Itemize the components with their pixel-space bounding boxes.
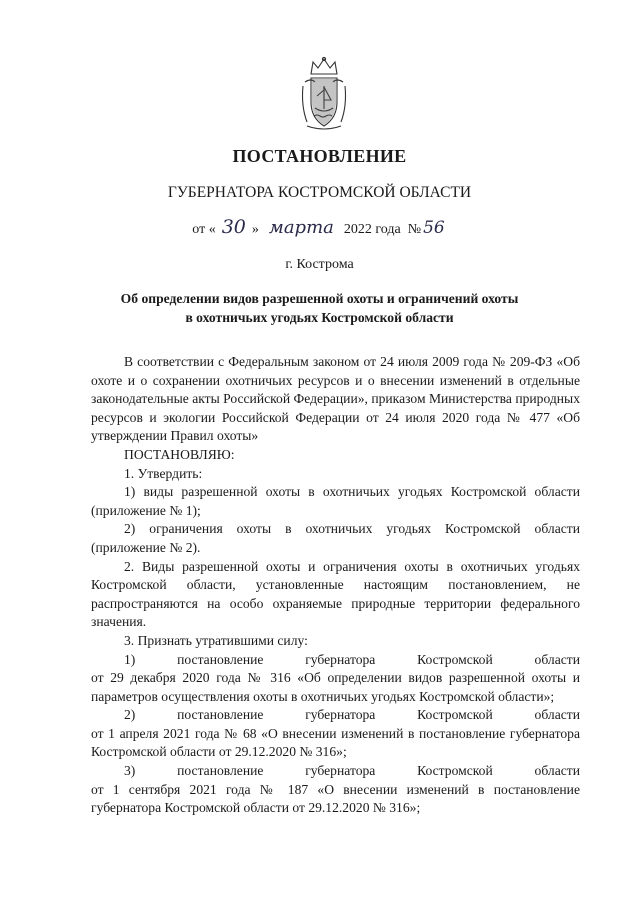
issuer-title: ГУБЕРНАТОРА КОСТРОМСКОЙ ОБЛАСТИ [167,184,472,201]
date-quote-close: » [251,222,259,237]
item-1-1: 1) виды разрешенной охоты в охотничьих угодьях Костромской области (приложение № 1); [91,484,580,518]
item-3-2-lead: 2) постановление губернатора Костромской области [124,707,580,723]
heading-line-2: в охотничьих угодьях Костромской области [185,310,454,325]
date-prefix: от « [192,222,216,237]
item-2: 2. Виды разрешенной охоты и ограничения охоты в охотничьих угодьях Костромской области, установленные настоящим постановлением, не распространяются на особо охраняемые природные территории федерального значения. [91,558,580,630]
decree-word: ПОСТАНОВЛЯЮ: [124,446,235,462]
document-title: ПОСТАНОВЛЕНИЕ [232,146,407,166]
item-1-2: 2) ограничения охоты в охотничьих угодьях Костромской области (приложение № 2). [91,521,580,555]
item-3-3-rest: от 1 сентября 2021 года № 187 «О внесении изменений в постановление губернатора Костромской области от 29.12.2020 № 316»; [91,781,580,816]
heading-line-1: Об определении видов разрешенной охоты и ограничений охоты [120,291,519,306]
item-3: 3. Признать утратившими силу: [124,632,308,648]
city-line: г. Кострома [285,257,354,272]
number-prefix: № [407,222,422,237]
date-year: 2022 года [343,222,401,237]
document-heading [0,289,639,327]
document-body [91,353,580,818]
handwritten-day: 30 [221,216,246,238]
item-3-1-rest: от 29 декабря 2020 года № 316 «Об определении видов разрешенной охоты и параметров осуществления охоты в охотничьих угодьях Костромской области»; [91,670,580,704]
item-1: 1. Утвердить: [124,465,203,481]
item-3-3-lead: 3) постановление губернатора Костромской области [124,763,580,779]
handwritten-month: марта [268,217,334,238]
date-line [0,216,639,238]
kostroma-coat-of-arms-icon [297,56,351,132]
item-3-2-rest: от 1 апреля 2021 года № 68 «О внесении изменений в постановление губернатора Костромской области от 29.12.2020 № 316»; [91,725,580,760]
intro-paragraph: В соответствии с Федеральным законом от 24 июля 2009 года № 209-ФЗ «Об охоте и о сохранении охотничьих ресурсов и о внесении изменений в отдельные законодательные акты Российской Федерации», приказом Министерства природных ресурсов и экологии Российской Федерации от 24 июля 2020 года № 477 «Об утверждении Правил охоты» [91,354,580,444]
handwritten-number: 56 [423,218,445,238]
item-3-1-lead: 1) постановление губернатора Костромской области [124,651,580,667]
